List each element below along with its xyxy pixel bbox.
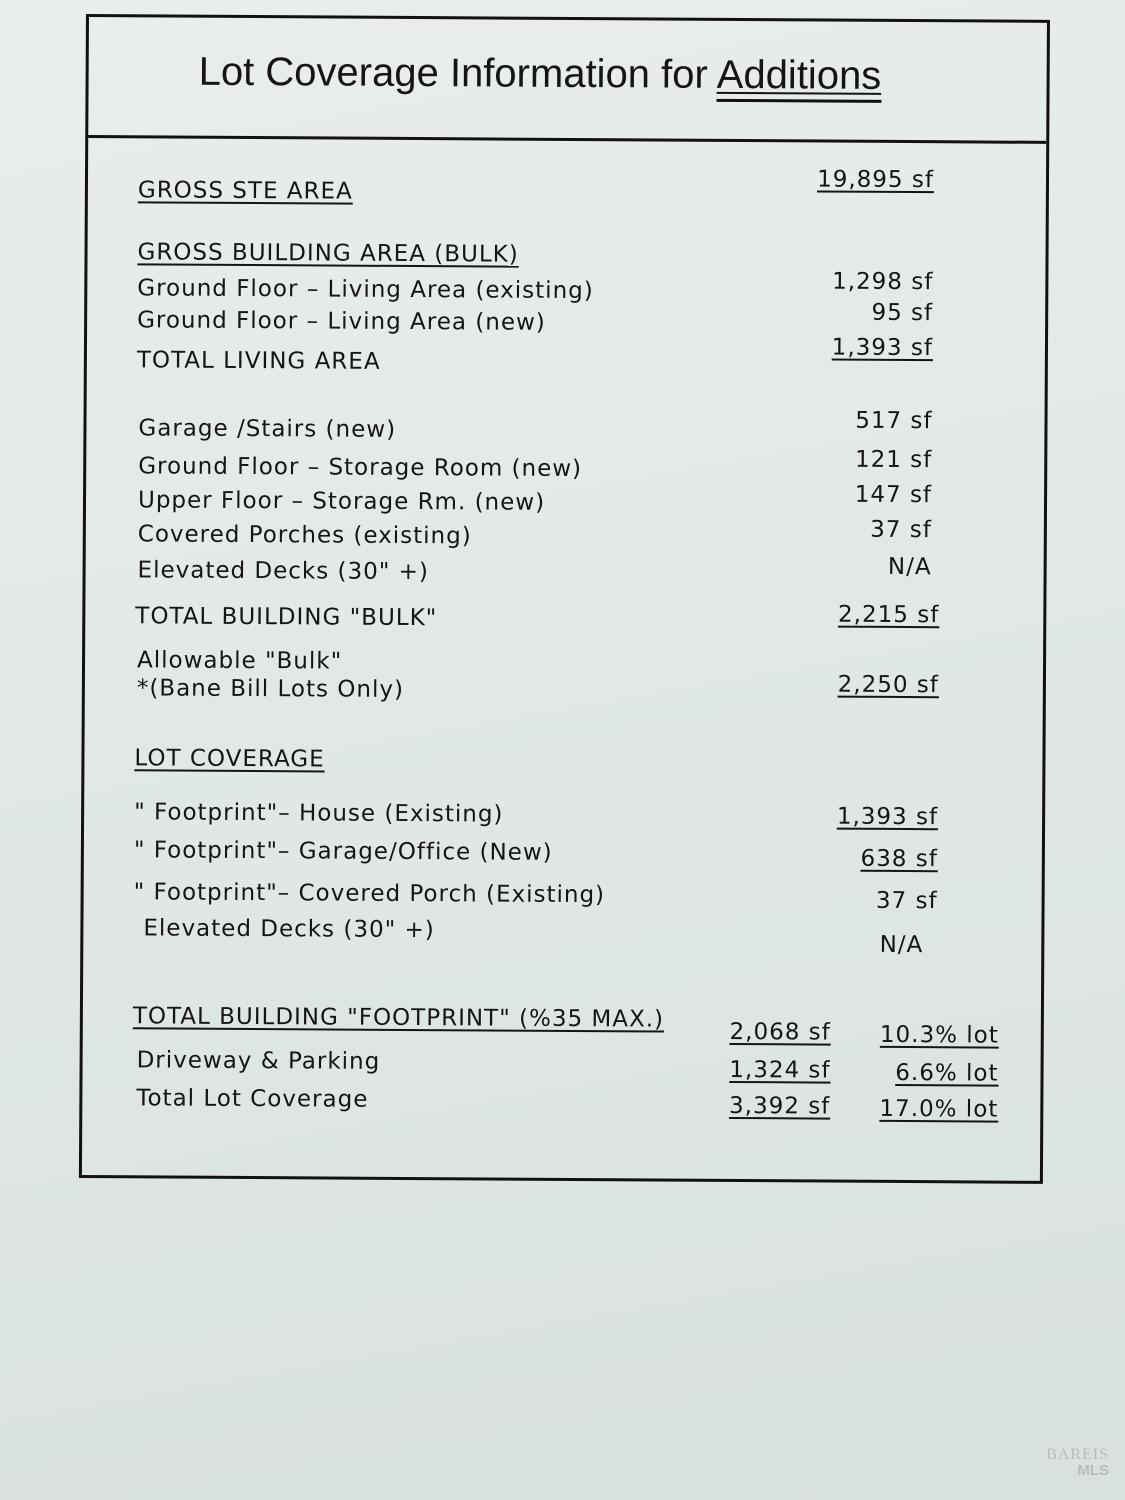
- total-footprint-label: TOTAL BUILDING "FOOTPRINT" (%35 MAX.): [132, 1003, 665, 1033]
- storage-room-value: 121 sf: [854, 446, 933, 474]
- total-footprint-sf: 2,068 sf: [729, 1018, 831, 1046]
- storage-room-label: Ground Floor – Storage Room (new): [138, 453, 583, 483]
- title-row: [88, 17, 1047, 144]
- watermark-line1: BAREIS: [1046, 1446, 1109, 1463]
- driveway-sf: 1,324 sf: [729, 1056, 831, 1084]
- title-text: Lot Coverage Information for: [198, 49, 708, 97]
- footprint-garage-label: " Footprint"– Garage/Office (New): [133, 837, 553, 866]
- gross-site-value: 19,895 sf: [817, 166, 935, 194]
- title-emphasis: Additions: [717, 53, 882, 103]
- living-existing-label: Ground Floor – Living Area (existing): [137, 275, 594, 305]
- garage-stairs-value: 517 sf: [855, 407, 933, 435]
- lot-decks-value: N/A: [879, 931, 924, 959]
- allowable-bulk-value: 2,250 sf: [837, 671, 939, 699]
- elevated-decks-label: Elevated Decks (30" +): [137, 557, 430, 586]
- lot-decks-label: Elevated Decks (30" +): [143, 915, 435, 944]
- mls-watermark: [1046, 1447, 1109, 1478]
- total-bulk-label: TOTAL BUILDING "BULK": [135, 603, 438, 632]
- gross-site-label: GROSS STE AREA: [137, 177, 353, 205]
- page-title: [199, 50, 882, 99]
- covered-porches-label: Covered Porches (existing): [137, 521, 472, 550]
- living-existing-value: 1,298 sf: [832, 268, 934, 296]
- allowable-bulk-label: Allowable "Bulk": [136, 647, 343, 675]
- total-lot-coverage-label: Total Lot Coverage: [136, 1085, 369, 1113]
- total-living-label: TOTAL LIVING AREA: [136, 347, 381, 375]
- living-new-value: 95 sf: [871, 299, 934, 327]
- covered-porches-value: 37 sf: [870, 516, 932, 544]
- driveway-pct: 6.6% lot: [895, 1059, 999, 1087]
- total-lot-coverage-pct: 17.0% lot: [879, 1095, 999, 1123]
- gross-building-heading: GROSS BUILDING AREA (BULK): [137, 239, 519, 268]
- footprint-house-label: " Footprint"– House (Existing): [134, 799, 504, 828]
- coverage-sheet: [79, 14, 1050, 1184]
- allowable-bulk-note: *(Bane Bill Lots Only): [136, 675, 405, 703]
- footprint-porch-value: 37 sf: [875, 887, 938, 915]
- total-bulk-value: 2,215 sf: [838, 601, 940, 629]
- living-new-label: Ground Floor – Living Area (new): [137, 307, 546, 336]
- watermark-line2: MLS: [1077, 1462, 1109, 1479]
- total-living-value: 1,393 sf: [831, 334, 934, 362]
- lot-coverage-heading: LOT COVERAGE: [134, 745, 325, 773]
- driveway-label: Driveway & Parking: [136, 1047, 381, 1075]
- upper-storage-value: 147 sf: [854, 481, 933, 509]
- footprint-porch-label: " Footprint"– Covered Porch (Existing): [133, 879, 606, 909]
- total-footprint-pct: 10.3% lot: [879, 1021, 999, 1049]
- footprint-garage-value: 638 sf: [860, 845, 938, 873]
- total-lot-coverage-sf: 3,392 sf: [729, 1092, 831, 1120]
- elevated-decks-value: N/A: [887, 553, 932, 581]
- footprint-house-value: 1,393 sf: [836, 803, 939, 831]
- upper-storage-label: Upper Floor – Storage Rm. (new): [137, 487, 546, 516]
- garage-stairs-label: Garage /Stairs (new): [138, 415, 397, 443]
